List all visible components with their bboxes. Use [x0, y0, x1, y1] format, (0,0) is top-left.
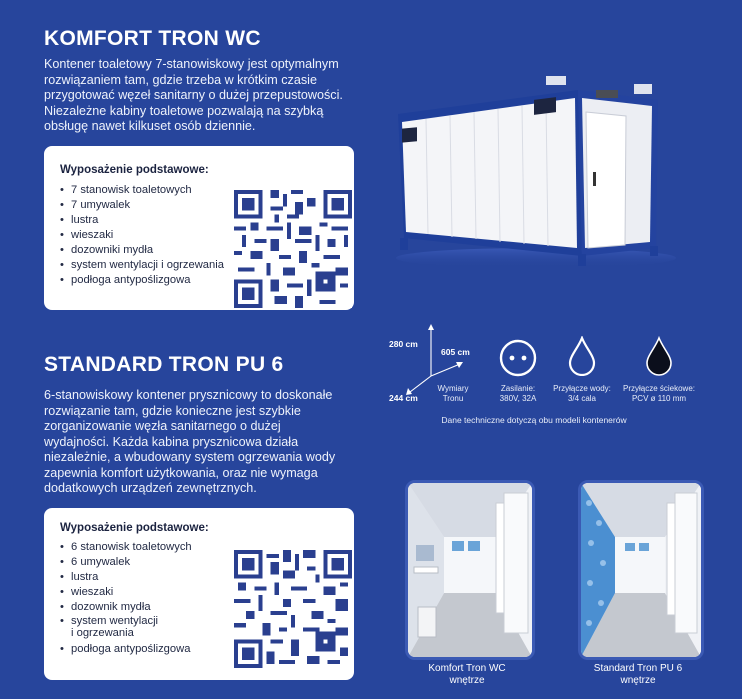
power-label: Zasilanie: 380V, 32A — [499, 384, 537, 403]
length-value: 605 cm — [441, 347, 470, 357]
list-item: • 6 stanowisk toaletowych — [60, 540, 225, 555]
komfort-description: Kontener toaletowy 7-stanowiskowy jest optymalnym rozwiązaniem tam, gdzie trzeba w krótkim czasie przygotować węzeł sanitarny o dużej przepustowości. Niezależne kabiny toaletowe pozwalają na szybką obsługę nawet kilkuset osób dziennie. — [44, 57, 343, 133]
width-value: 244 cm — [389, 393, 418, 403]
interior-image — [408, 483, 532, 657]
komfort-photo-caption: Komfort Tron WC wnętrze — [428, 663, 506, 686]
list-item: • lustra — [60, 570, 225, 585]
standard-equipment-title: Wyposażenie podstawowe: — [60, 522, 209, 534]
list-item: • 6 umywalek — [60, 555, 225, 570]
qr-code-icon[interactable] — [234, 550, 352, 668]
komfort-interior-photo — [405, 480, 535, 660]
standard-equipment-card — [44, 508, 354, 680]
list-item: • wieszaki — [60, 228, 224, 243]
list-item: • dozowniki mydła — [60, 243, 224, 258]
interior-image — [581, 483, 701, 657]
sewage-drop-icon — [645, 336, 673, 376]
socket-icon — [499, 339, 537, 377]
standard-title: STANDARD TRON PU 6 — [44, 353, 284, 376]
height-value: 280 cm — [389, 339, 418, 349]
list-item: • wieszaki — [60, 585, 225, 600]
list-item: • podłoga antypoślizgowa — [60, 642, 225, 657]
list-item: • podłoga antypoślizgowa — [60, 273, 224, 288]
list-item: • dozownik mydła — [60, 600, 225, 615]
standard-description: 6-stanowiskowy kontener prysznicowy to doskonałe rozwiązanie tam, gdzie konieczne jest szybkie zorganizowanie węzła sanitarnego o dużej wydajności. Każda kabina prysznicowa działa niezależnie, a wbudowany system ogrzewania wody zapewnia komfort użytkowania, oraz nie wymaga dodatkowych urządzeń zewnętrznych. — [44, 388, 336, 495]
list-item: • system wentylacji i ogrzewania — [60, 258, 224, 273]
container-image — [386, 62, 678, 272]
dimensions-label: Wymiary Tronu — [437, 384, 469, 403]
list-item: • lustra — [60, 213, 224, 228]
list-item: • 7 umywalek — [60, 198, 224, 213]
water-label: Przyłącze wody: 3/4 cala — [553, 384, 611, 403]
komfort-equipment-card — [44, 146, 354, 310]
standard-photo-caption: Standard Tron PU 6 wnętrze — [593, 663, 683, 686]
list-item: • system wentylacji i ogrzewania — [60, 615, 225, 639]
komfort-title: KOMFORT TRON WC — [44, 27, 261, 50]
standard-interior-photo — [578, 480, 704, 660]
water-drop-icon — [568, 336, 596, 376]
standard-equipment-list — [60, 540, 225, 657]
komfort-equipment-title: Wyposażenie podstawowe: — [60, 164, 209, 176]
qr-code-icon[interactable] — [234, 190, 352, 308]
tech-note: Dane techniczne dotyczą obu modeli kontenerów — [441, 415, 627, 425]
sewage-label: Przyłącze ściekowe: PCV ø 110 mm — [622, 384, 696, 403]
komfort-equipment-list — [60, 183, 224, 288]
list-item: • 7 stanowisk toaletowych — [60, 183, 224, 198]
